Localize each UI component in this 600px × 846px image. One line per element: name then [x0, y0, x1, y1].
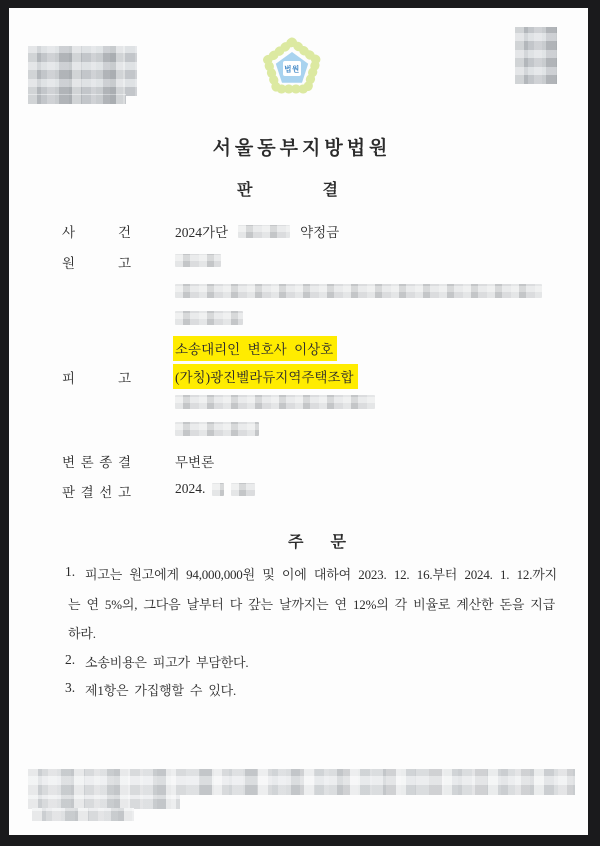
redacted-footer-line-1	[28, 769, 575, 795]
court-name-title: 서울동부지방법원	[212, 138, 392, 159]
redacted-case-number	[238, 225, 290, 238]
order-item-3-text: 제1항은 가집행할 수 있다.	[85, 683, 237, 698]
order-section-title: 주 문	[288, 534, 346, 551]
closing-of-pleadings-value: 무변론	[175, 455, 215, 470]
redacted-plaintiff-name	[175, 252, 221, 270]
defendant-label: 피 고	[62, 371, 131, 386]
case-number-prefix: 2024가단	[175, 225, 229, 240]
order-item-1-line-3: 하라.	[68, 626, 96, 641]
redacted-plaintiff-detail	[175, 310, 243, 328]
judgment-year: 2024.	[175, 481, 206, 496]
case-type: 약정금	[300, 225, 340, 240]
plaintiff-label: 원 고	[62, 256, 131, 271]
redacted-footer-line-3	[32, 808, 134, 821]
defendant-name-highlight: (가칭)광진벨라듀지역주택조합	[173, 364, 358, 389]
order-item-1-line-1: 피고는 원고에게 94,000,000원 및 이에 대하여 2023. 12. 16.부터 2024. 1. 12.까지	[85, 567, 557, 582]
redacted-plaintiff-address	[175, 283, 542, 301]
redacted-defendant-address	[175, 394, 375, 412]
redacted-defendant-detail	[175, 421, 259, 439]
order-item-2-number: 2.	[65, 652, 76, 667]
redacted-judgment-month	[212, 483, 224, 496]
judgment-date-value	[175, 481, 255, 497]
court-emblem	[262, 37, 322, 99]
case-number-value	[175, 221, 339, 241]
plaintiff-representative-highlight: 소송대리인 변호사 이상호	[173, 336, 337, 361]
redacted-stamp-top-left	[28, 46, 137, 96]
redacted-sticker-top-right	[515, 27, 557, 84]
redacted-footer-line-2	[28, 795, 180, 809]
closing-of-pleadings-label: 변 론 종 결	[62, 455, 131, 470]
redacted-judgment-day	[231, 483, 255, 496]
judgment-date-label: 판 결 선 고	[62, 485, 131, 500]
court-emblem-text: 법원	[284, 64, 300, 74]
order-item-2-text: 소송비용은 피고가 부담한다.	[85, 655, 249, 670]
case-label: 사 건	[62, 225, 131, 240]
redacted-stamp-top-left-tail	[28, 94, 126, 104]
order-item-1-number: 1.	[65, 564, 76, 579]
document-type-title: 판 결	[237, 182, 338, 199]
order-item-3-number: 3.	[65, 680, 76, 695]
order-item-1-line-2: 는 연 5%의, 그다음 날부터 다 갚는 날까지는 연 12%의 각 비율로 계산한 돈을 지급	[68, 597, 555, 612]
